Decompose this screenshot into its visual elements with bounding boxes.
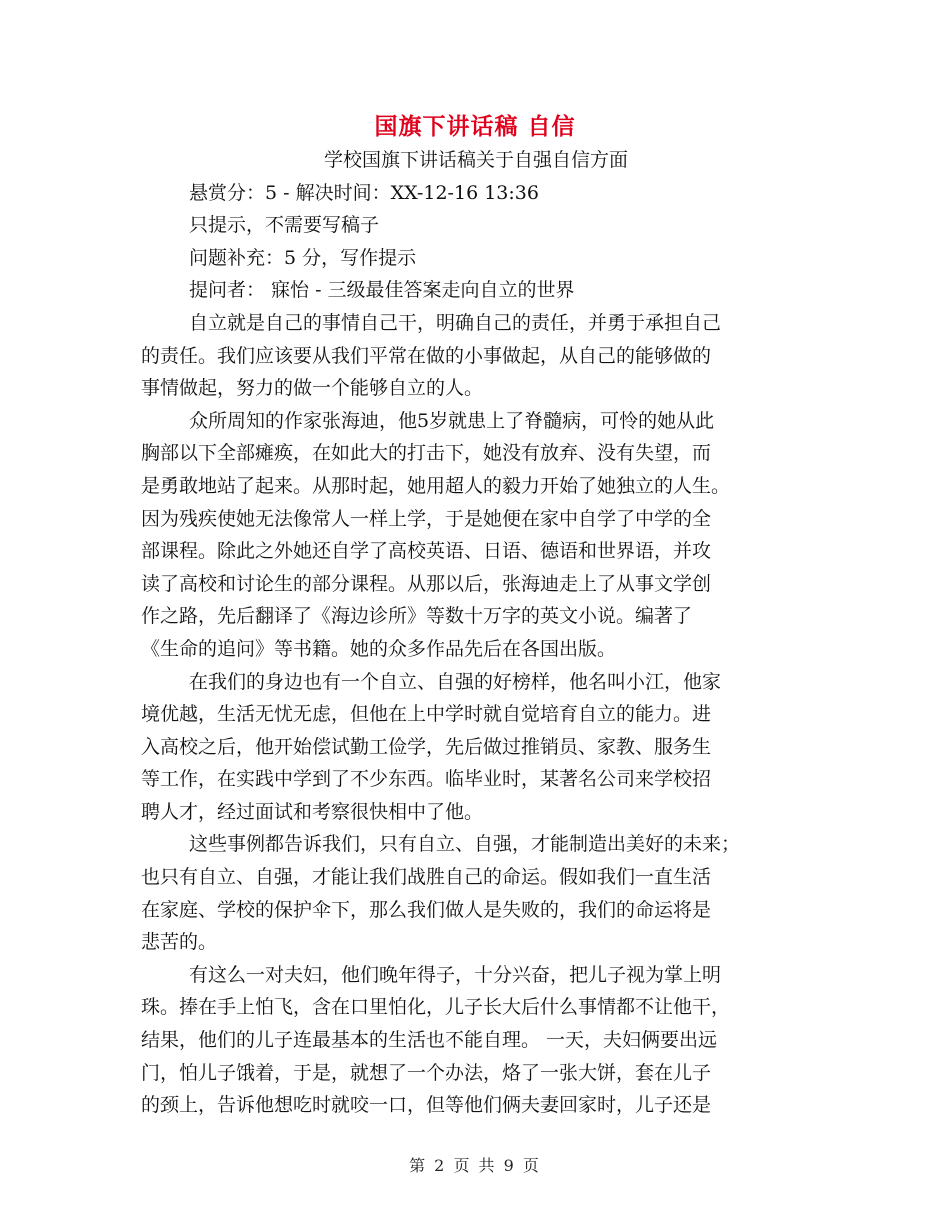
paragraph-line: 是勇敢地站了起来。从那时起，她用超人的毅力开始了她独立的人生。: [141, 474, 731, 497]
subtitle-line: 学校国旗下讲话稿关于自强自信方面: [323, 149, 628, 171]
paragraph-line: 入高校之后，他开始偿试勤工俭学，先后做过推销员、家教、服务生: [141, 735, 712, 758]
paragraph-line: 在家庭、学校的保护伞下，那么我们做人是失败的，我们的命运将是: [141, 898, 712, 921]
paragraph-line: 自立就是自己的事情自己干，明确自己的责任，并勇于承担自己: [189, 311, 722, 334]
paragraph-line: 有这么一对夫妇，他们晚年得子，十分兴奋，把儿子视为掌上明: [189, 963, 722, 986]
paragraph-line: 珠。捧在手上怕飞，含在口里怕化，儿子长大后什么事情都不让他干，: [141, 996, 731, 1019]
paragraph-line: 在我们的身边也有一个自立、自强的好榜样，他名叫小江，他家: [189, 670, 722, 693]
document-title: 国旗下讲话稿 自信: [374, 114, 576, 140]
paragraph-line: 胸部以下全部瘫痪，在如此大的打击下，她没有放弃、没有失望，而: [141, 442, 712, 465]
meta-line: 问题补充：5 分，写作提示: [189, 246, 417, 269]
page-footer: 第 2 页 共 9 页: [409, 1156, 541, 1175]
paragraph-line: 境优越，生活无忧无虑，但他在上中学时就自觉培育自立的能力。进: [141, 703, 712, 726]
paragraph-line: 这些事例都告诉我们，只有自立、自强，才能制造出美好的未来；: [189, 833, 741, 856]
paragraph-line: 众所周知的作家张海迪，他5岁就患上了脊髓病，可怜的她从此: [189, 409, 715, 432]
paragraph-line: 等工作，在实践中学到了不少东西。临毕业时，某著名公司来学校招: [141, 768, 712, 791]
paragraph-line: 结果，他们的儿子连最基本的生活也不能自理。 一天，夫妇俩要出远: [141, 1029, 718, 1052]
paragraph-line: 悲苦的。: [141, 931, 218, 954]
paragraph-line: 因为残疾使她无法像常人一样上学，于是她便在家中自学了中学的全: [141, 507, 712, 530]
paragraph-line: 门，怕儿子饿着，于是，就想了一个办法，烙了一张大饼，套在儿子: [141, 1061, 712, 1084]
meta-line: 悬赏分：5 - 解决时间：XX-12-16 13:36: [189, 181, 539, 204]
document-body: [141, 144, 811, 1122]
paragraph-line: 作之路，先后翻译了《海边诊所》等数十万字的英文小说。编著了: [141, 605, 693, 628]
meta-line: 提问者： 寐怡 - 三级最佳答案走向自立的世界: [189, 279, 575, 302]
paragraph-line: 的颈上，告诉他想吃时就咬一口，但等他们俩夫妻回家时，儿子还是: [141, 1094, 712, 1117]
meta-line: 只提示，不需要写稿子: [189, 214, 380, 237]
paragraph-line: 聘人才，经过面试和考察很快相中了他。: [141, 800, 484, 823]
paragraph-line: 也只有自立、自强，才能让我们战胜自己的命运。假如我们一直生活: [141, 866, 712, 889]
paragraph-line: 部课程。除此之外她还自学了高校英语、日语、德语和世界语，并攻: [141, 540, 712, 563]
paragraph-line: 《生命的追问》等书籍。她的众多作品先后在各国出版。: [141, 637, 617, 660]
paragraph-line: 的责任。我们应该要从我们平常在做的小事做起，从自己的能够做的: [141, 344, 712, 367]
paragraph-line: 读了高校和讨论生的部分课程。从那以后，张海迪走上了从事文学创: [141, 572, 712, 595]
paragraph-line: 事情做起，努力的做一个能够自立的人。: [141, 377, 484, 400]
